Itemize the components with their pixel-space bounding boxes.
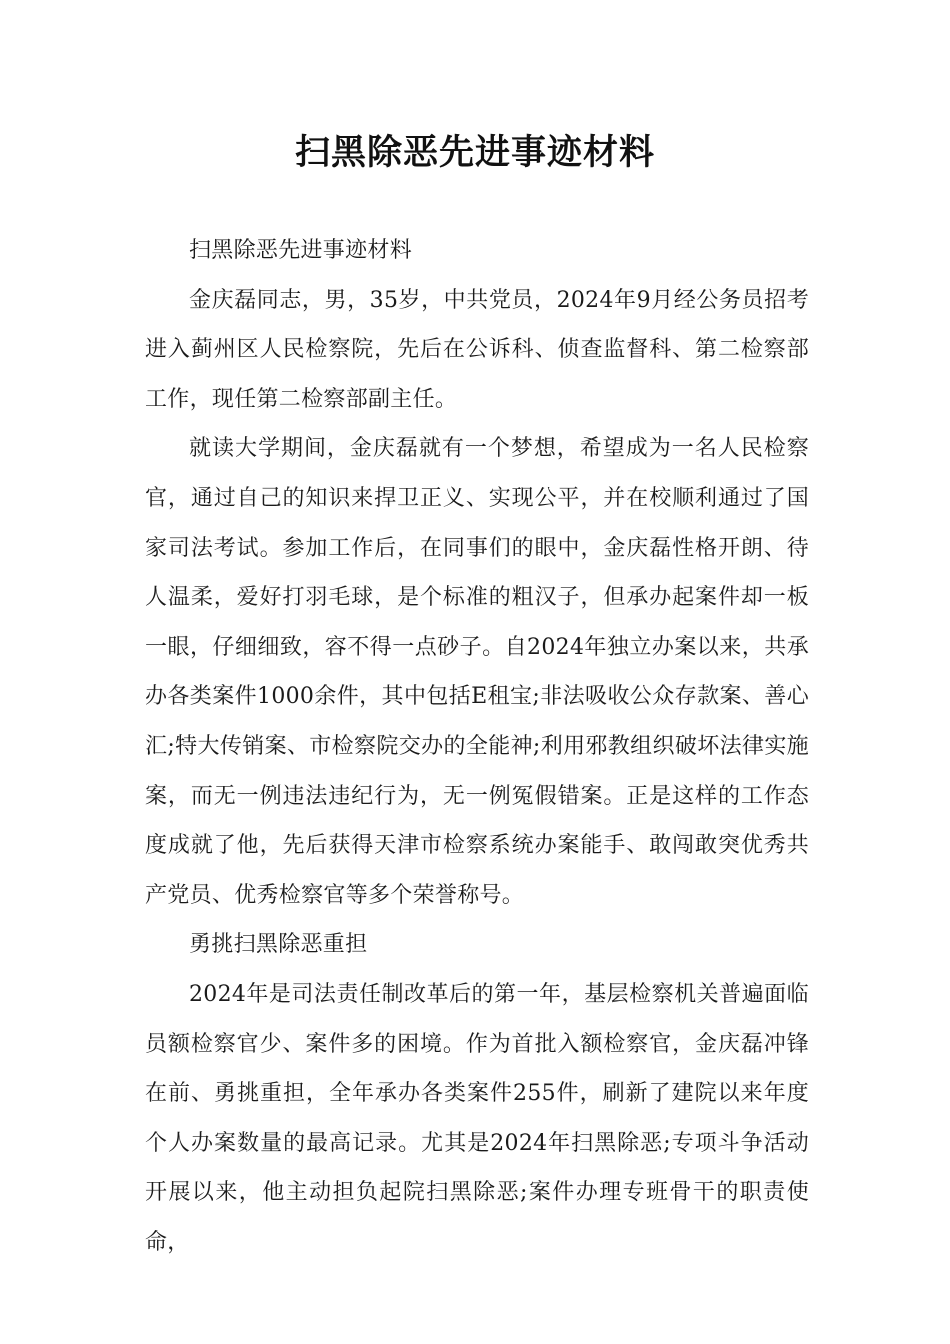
paragraph: 2024年是司法责任制改革后的第一年，基层检察机关普遍面临员额检察官少、案件多的困境。作为首批入额检察官，金庆磊冲锋在前、勇挑重担，全年承办各类案件255件，刷新了建院以来年度个人办案数量的最高记录。尤其是2024年扫黑除恶;专项斗争活动开展以来，他主动担负起院扫黑除恶;案件办理专班骨干的职责使命， [145, 981, 809, 1255]
paragraph: 就读大学期间，金庆磊就有一个梦想，希望成为一名人民检察官，通过自己的知识来捍卫正义、实现公平，并在校顺利通过了国家司法考试。参加工作后，在同事们的眼中，金庆磊性格开朗、待人温柔，爱好打羽毛球，是个标准的粗汉子，但承办起案件却一板一眼，仔细细致，容不得一点砂子。自2024年独立办案以来，共承办各类案件1000余件，其中包括E租宝;非法吸收公众存款案、善心汇;特大传销案、市检察院交办的全能神;利用邪教组织破坏法律实施案，而无一例违法违纪行为，无一例冤假错案。正是这样的工作态度成就了他，先后获得天津市检察系统办案能手、敢闯敢突优秀共产党员、优秀检察官等多个荣誉称号。 [145, 436, 809, 908]
document-body [145, 226, 809, 1267]
document-title: 扫黑除恶先进事迹材料 [294, 133, 655, 173]
paragraph: 金庆磊同志，男，35岁，中共党员，2024年9月经公务员招考进入蓟州区人民检察院，先后在公诉科、侦查监督科、第二检察部工作，现任第二检察部副主任。 [145, 287, 809, 412]
section-heading: 扫黑除恶先进事迹材料 [189, 238, 413, 263]
section-heading: 勇挑扫黑除恶重担 [189, 932, 368, 958]
